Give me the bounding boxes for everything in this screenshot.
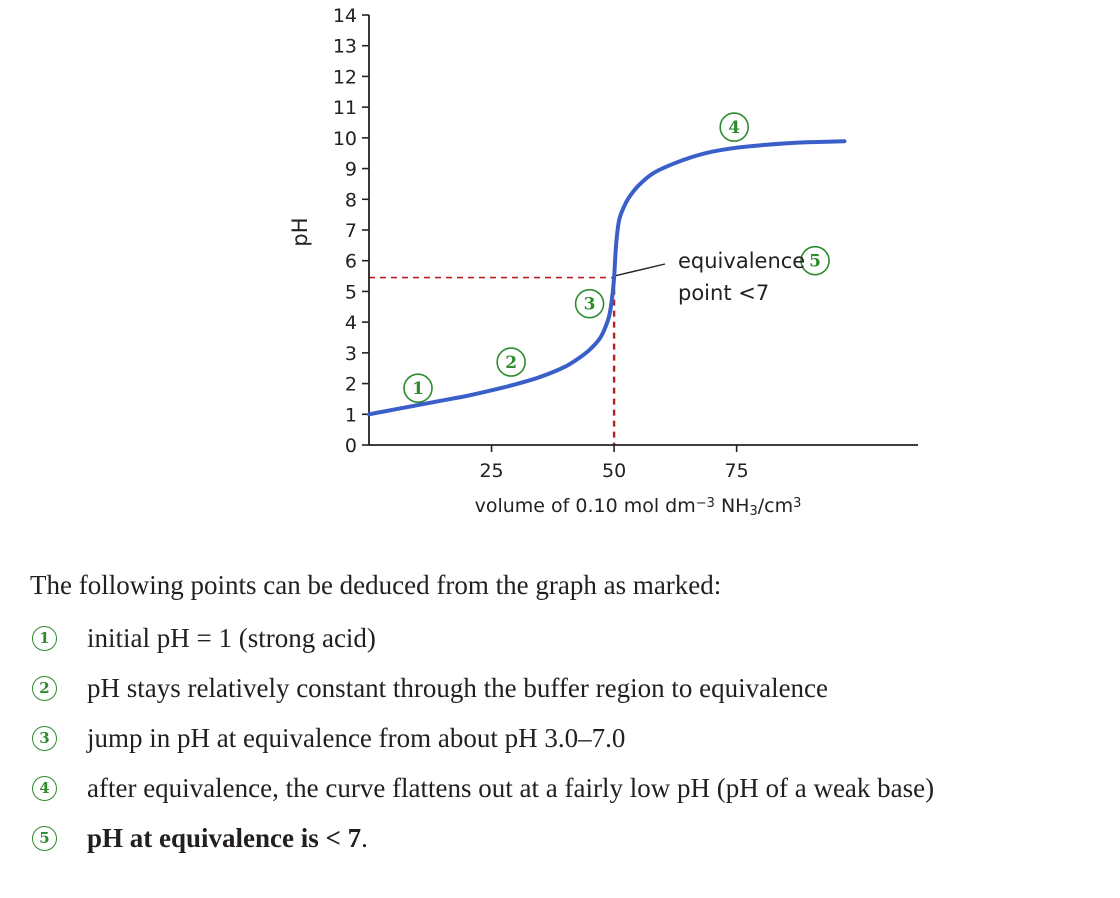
note-text: pH at equivalence is < 7. [87,822,368,853]
marker-badge-2 [497,348,525,376]
y-tick-label: 2 [344,373,357,396]
y-tick-label: 8 [344,189,357,212]
x-axis-label-part: −3 [695,495,715,511]
y-tick-label: 7 [344,220,357,242]
marker-badge-3 [576,290,604,318]
note-text: pH stays relatively constant through the buffer region to equivalence [87,672,829,703]
note-text: initial pH = 1 (strong acid) [87,622,376,653]
y-tick-label: 13 [332,35,357,58]
note-item [30,763,1110,813]
x-tick-label: 75 [724,460,749,482]
x-axis-label-part: NH [714,495,750,517]
marker-number: 5 [809,251,821,272]
y-axis-label: pH [288,217,312,247]
note-number-badge: 4 [32,776,57,801]
marker-number: 4 [728,118,741,139]
y-tick-label: 4 [344,312,357,335]
note-item [30,613,1110,663]
marker-number: 3 [583,294,596,315]
note-number-badge: 3 [32,726,57,751]
note-number-badge: 5 [32,826,57,851]
notes-section [30,570,1110,863]
points-list [30,613,1110,863]
annotation-text-line: point <7 [678,281,770,305]
y-tick-label: 6 [344,250,357,273]
marker-badge-5 [801,247,829,275]
note-item [30,663,1110,713]
x-tick-label: 50 [601,460,627,482]
x-axis-label-part: 3 [793,495,802,511]
marker-badge-4 [720,113,748,141]
x-axis-label [475,495,802,519]
y-tick-label: 9 [344,158,357,181]
y-tick-label: 5 [344,281,357,304]
x-axis-label-part: volume of 0.10 mol dm [474,495,696,517]
x-tick-label: 25 [479,460,504,482]
annotation-text-line: equivalence [678,249,806,273]
y-tick-label: 12 [332,66,357,89]
marker-number: 1 [412,379,424,400]
marker-number: 2 [505,353,518,374]
y-tick-label: 3 [344,342,357,365]
annotation-leader-line [616,264,665,276]
note-number-badge: 2 [32,676,57,701]
x-axis-label-part: /cm [757,495,794,517]
notes-intro: The following points can be deduced from the graph as marked: [30,570,722,600]
marker-badge-1 [404,374,432,402]
y-tick-label: 0 [344,435,357,457]
note-item [30,713,1110,763]
y-tick-label: 1 [344,404,357,427]
y-tick-label: 11 [332,97,357,120]
y-tick-label: 14 [332,5,357,27]
note-text-tail: . [361,822,368,853]
note-item [30,813,1110,863]
equivalence-annotation [616,249,805,305]
x-axis-label-part: 3 [749,504,758,520]
y-tick-label: 10 [332,127,357,150]
note-number-badge: 1 [32,626,57,651]
note-text: after equivalence, the curve flattens out at a fairly low pH (pH of a weak base) [87,772,935,803]
note-text: jump in pH at equivalence from about pH 3.0–7.0 [87,722,626,753]
